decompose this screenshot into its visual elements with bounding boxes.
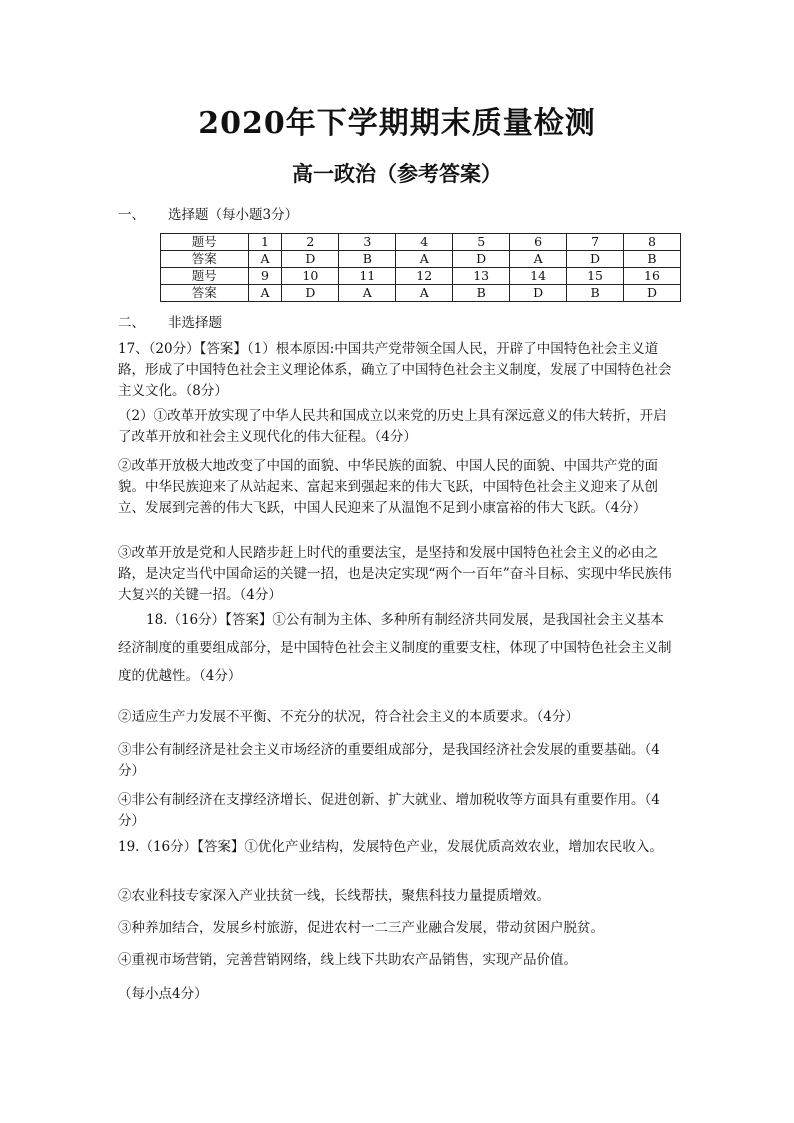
section-label: 选择题（每小题3分） <box>168 207 299 223</box>
table-cell: A <box>248 285 282 302</box>
table-cell: B <box>567 285 624 302</box>
table-cell: 13 <box>453 268 510 285</box>
document-title: 2020年下学期期末质量检测 <box>198 106 596 141</box>
table-cell: A <box>396 251 453 268</box>
table-cell: A <box>396 285 453 302</box>
row-header-cell: 答案 <box>161 285 249 302</box>
table-cell: B <box>624 251 681 268</box>
table-cell: 11 <box>339 268 396 285</box>
q19-point1: 19.（16分）【答案】①优化产业结构，发展特色产业，发展优质高效农业，增加农民收入。 <box>118 839 663 855</box>
q19-point4: ④重视市场营销，完善营销网络，线上线下共助农产品销售，实现产品价值。 <box>118 952 577 968</box>
q17-part2-point3: ③改革开放是党和人民踏步赶上时代的重要法宝，是坚持和发展中国特色社会主义的必由之路，是决定当代中国命运的关键一招，也是决定实现“两个一百年”奋斗目标、实现中华民族伟大复兴的关键一招。（4分） <box>118 545 672 603</box>
table-cell: D <box>567 251 624 268</box>
q18-point4: ④非公有制经济在支撑经济增长、促进创新、扩大就业、增加税收等方面具有重要作用。（4分） <box>118 792 660 829</box>
table-cell: 10 <box>282 268 339 285</box>
row-header-cell: 答案 <box>161 251 249 268</box>
table-cell: A <box>339 285 396 302</box>
table-row <box>161 251 681 268</box>
section-label: 非选择题 <box>168 315 222 331</box>
row-header-cell: 题号 <box>161 268 249 285</box>
table-cell: B <box>453 285 510 302</box>
q18-point1: 18.（16分）【答案】①公有制为主体、多种所有制经济共同发展，是我国社会主义基本经济制度的重要组成部分，是中国特色社会主义制度的重要支柱，体现了中国特色社会主义制度的优越性。（4分） <box>118 612 672 684</box>
answer-table <box>160 233 681 302</box>
q19-scoring-note: （每小点4分） <box>118 986 208 1002</box>
table-cell: 16 <box>624 268 681 285</box>
table-cell: A <box>248 251 282 268</box>
table-cell: D <box>510 285 567 302</box>
table-cell: 4 <box>396 234 453 251</box>
table-cell: D <box>453 251 510 268</box>
table-cell: D <box>282 251 339 268</box>
q17-part2: （2）①改革开放实现了中华人民共和国成立以来党的历史上具有深远意义的伟大转折，开启了改革开放和社会主义现代化的伟大征程。（4分） <box>118 408 667 445</box>
table-row <box>161 268 681 285</box>
table-cell: 1 <box>248 234 282 251</box>
table-cell: 14 <box>510 268 567 285</box>
table-cell: D <box>624 285 681 302</box>
table-cell: B <box>339 251 396 268</box>
table-cell: 9 <box>248 268 282 285</box>
q19-point2: ②农业科技专家深入产业扶贫一线，长线帮扶，聚焦科技力量提质增效。 <box>118 888 550 904</box>
table-cell: 3 <box>339 234 396 251</box>
document-subtitle: 高一政治（参考答案） <box>292 161 502 186</box>
table-row <box>161 234 681 251</box>
table-row <box>161 285 681 302</box>
table-cell: 15 <box>567 268 624 285</box>
table-cell: A <box>510 251 567 268</box>
q17-part2-point2: ②改革开放极大地改变了中国的面貌、中华民族的面貌、中国人民的面貌、中国共产党的面貌。中华民族迎来了从站起来、富起来到强起来的伟大飞跃，中国特色社会主义迎来了从创立、发展到完善的伟大飞跃，中国人民迎来了从温饱不足到小康富裕的伟大飞跃。（4分） <box>118 458 658 516</box>
table-cell: 2 <box>282 234 339 251</box>
table-cell: 6 <box>510 234 567 251</box>
section-heading-nonchoice <box>118 311 222 331</box>
section-number: 二、 <box>118 315 145 331</box>
table-cell: D <box>282 285 339 302</box>
table-cell: 7 <box>567 234 624 251</box>
table-cell: 5 <box>453 234 510 251</box>
q19-point3: ③种养加结合，发展乡村旅游，促进农村一二三产业融合发展，带动贫困户脱贫。 <box>118 920 604 936</box>
table-cell: 8 <box>624 234 681 251</box>
table-cell: 12 <box>396 268 453 285</box>
section-heading-choice <box>118 203 298 223</box>
section-number: 一、 <box>118 207 145 223</box>
q18-point3: ③非公有制经济是社会主义市场经济的重要组成部分，是我国经济社会发展的重要基础。（4分） <box>118 742 660 779</box>
q17-part1: 17、（20分）【答案】（1）根本原因:中国共产党带领全国人民，开辟了中国特色社会主义道路，形成了中国特色社会主义理论体系，确立了中国特色社会主义制度，发展了中国特色社会主义文化。（8分） <box>118 341 672 399</box>
q18-point2: ②适应生产力发展不平衡、不充分的状况，符合社会主义的本质要求。（4分） <box>118 709 579 725</box>
row-header-cell: 题号 <box>161 234 249 251</box>
